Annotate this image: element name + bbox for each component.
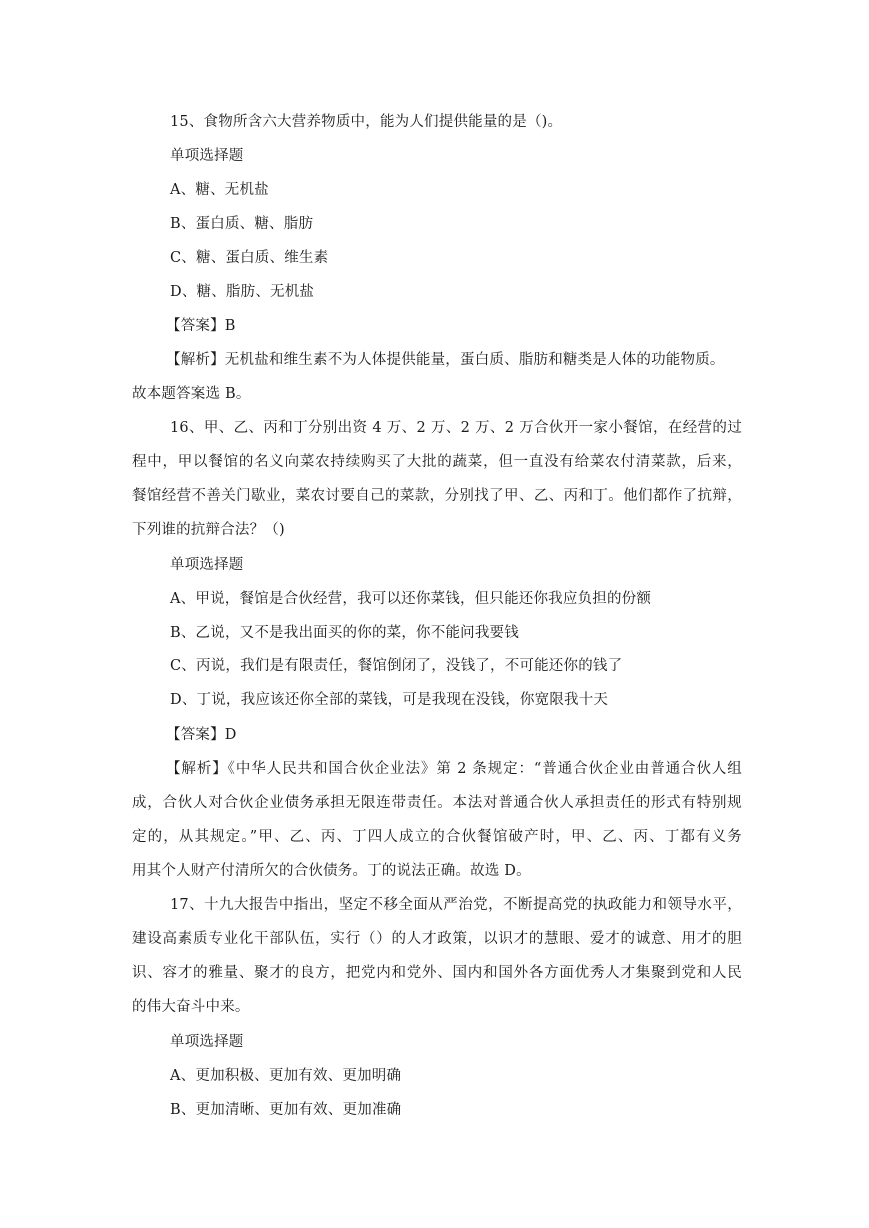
question-16-stem-line-3: 餐馆经营不善关门歇业，菜农讨要自己的菜款，分别找了甲、乙、丙和丁。他们都作了抗辩， xyxy=(132,488,742,504)
question-16-option-a: A、甲说，餐馆是合伙经营，我可以还你菜钱，但只能还你我应负担的份额 xyxy=(170,591,652,607)
question-16-option-b: B、乙说，又不是我出面买的你的菜，你不能问我要钱 xyxy=(170,625,519,641)
question-16-option-c: C、丙说，我们是有限责任，餐馆倒闭了，没钱了，不可能还你的钱了 xyxy=(170,658,623,674)
question-16-option-d: D、丁说，我应该还你全部的菜钱，可是我现在没钱，你宽限我十天 xyxy=(170,692,609,708)
question-17-stem-line-3: 识、容才的雅量、聚才的良方，把党内和党外、国内和国外各方面优秀人才集聚到党和人民 xyxy=(132,965,742,981)
question-16-answer: 【答案】D xyxy=(166,727,237,743)
question-17-option-b: B、更加清晰、更加有效、更加准确 xyxy=(170,1102,402,1118)
question-16-stem-line-2: 程中，甲以餐馆的名义向菜农持续购买了大批的蔬菜，但一直没有给菜农付清菜款，后来， xyxy=(132,454,742,470)
question-15-option-a: A、糖、无机盐 xyxy=(170,182,269,198)
question-15-analysis-line-1: 【解析】无机盐和维生素不为人体提供能量，蛋白质、脂肪和糖类是人体的功能物质。 xyxy=(166,352,725,368)
question-17-type: 单项选择题 xyxy=(170,1034,244,1050)
question-15-analysis-line-2: 故本题答案选 B。 xyxy=(132,386,251,402)
question-16-type: 单项选择题 xyxy=(170,557,244,573)
question-16-analysis-line-1: 【解析】《中华人民共和国合伙企业法》第 2 条规定：“普通合伙企业由普通合伙人组 xyxy=(166,761,742,777)
question-15-option-d: D、糖、脂肪、无机盐 xyxy=(170,284,315,300)
question-16-analysis-line-3: 定的，从其规定。”甲、乙、丙、丁四人成立的合伙餐馆破产时，甲、乙、丙、丁都有义务 xyxy=(132,829,742,845)
question-15-stem: 15、食物所含六大营养物质中，能为人们提供能量的是（)。 xyxy=(170,114,563,130)
question-16-analysis-line-4: 用其个人财产付清所欠的合伙债务。丁的说法正确。故选 D。 xyxy=(132,863,531,879)
question-17-stem-line-1: 17、十九大报告中指出，坚定不移全面从严治党，不断提高党的执政能力和领导水平， xyxy=(170,897,742,913)
question-17-stem-line-4: 的伟大奋斗中来。 xyxy=(132,999,250,1015)
question-15-option-b: B、蛋白质、糖、脂肪 xyxy=(170,216,314,232)
question-17-stem-line-2: 建设高素质专业化干部队伍，实行（）的人才政策，以识才的慧眼、爱才的诚意、用才的胆 xyxy=(132,931,742,947)
question-15-type: 单项选择题 xyxy=(170,148,244,164)
question-16-stem-line-4: 下列谁的抗辩合法？（) xyxy=(132,522,285,538)
question-17-option-a: A、更加积极、更加有效、更加明确 xyxy=(170,1068,402,1084)
question-15-option-c: C、糖、蛋白质、维生素 xyxy=(170,250,329,266)
question-15-answer: 【答案】B xyxy=(166,318,236,334)
question-16-stem-line-1: 16、甲、乙、丙和丁分别出资 4 万、2 万、2 万、2 万合伙开一家小餐馆，在经营的过 xyxy=(170,420,742,436)
question-16-analysis-line-2: 成，合伙人对合伙企业债务承担无限连带责任。本法对普通合伙人承担责任的形式有特别规 xyxy=(132,795,742,811)
